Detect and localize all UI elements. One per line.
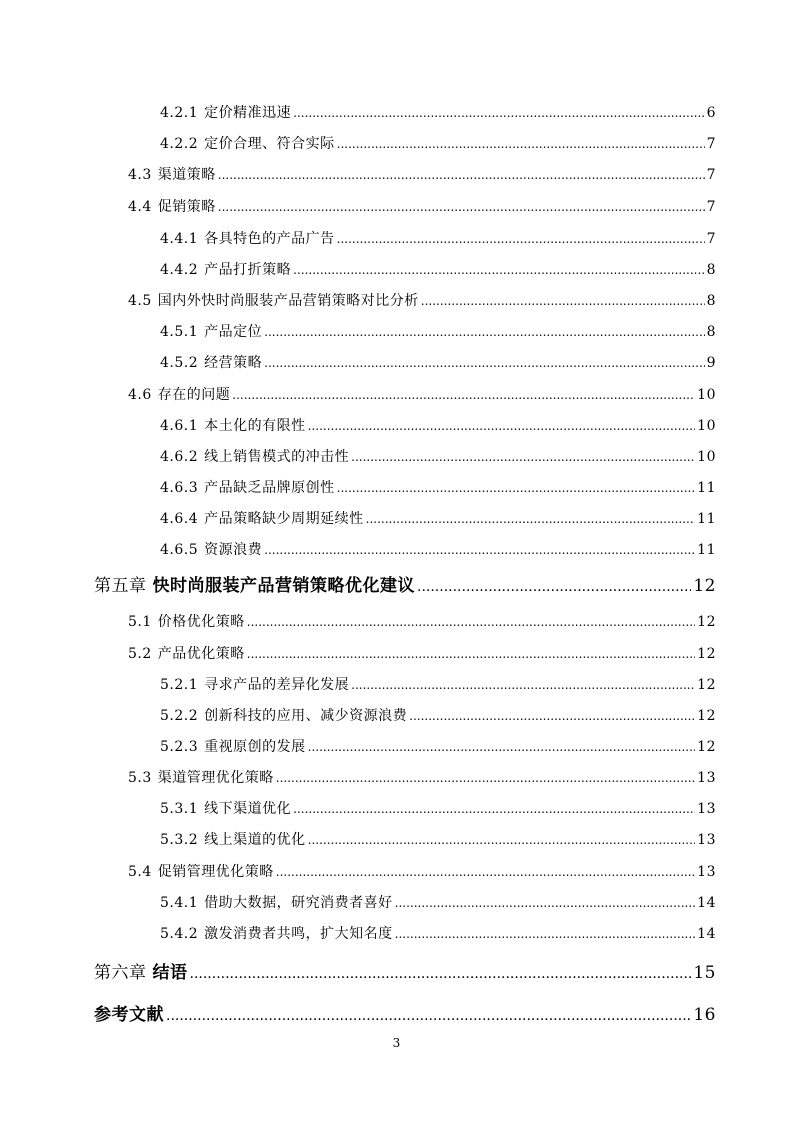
toc-page: 7: [706, 136, 716, 152]
toc-number: 4.6.1: [160, 418, 199, 434]
toc-page: 6: [706, 105, 716, 121]
page-number: 3: [392, 1036, 401, 1050]
toc-entry[interactable]: [160, 228, 716, 248]
toc-page: 11: [697, 511, 716, 527]
toc-page: 7: [706, 231, 716, 247]
toc-number: 5.2.1: [160, 677, 199, 693]
toc-title: 寻求产品的差异化发展: [204, 677, 350, 693]
toc-chapter-title: 结语: [152, 963, 188, 983]
toc-page: 16: [693, 1005, 716, 1025]
toc-number: 4.3: [128, 167, 152, 183]
toc-number: 4.6.2: [160, 449, 199, 465]
toc-leader-dots: [166, 1008, 691, 1024]
toc-leader-dots: [337, 481, 696, 495]
toc-entry[interactable]: [160, 736, 716, 756]
toc-entry[interactable]: [128, 290, 716, 310]
toc-number: 5.4: [128, 864, 152, 880]
toc-number: 4.5.1: [160, 324, 199, 340]
toc-leader-dots: [264, 356, 704, 370]
toc-title: 重视原创的发展: [204, 739, 306, 755]
toc-leader-dots: [264, 543, 695, 557]
toc-number: 4.2.1: [160, 105, 199, 121]
toc-leader-dots: [232, 388, 695, 402]
toc-leader-dots: [409, 709, 695, 723]
toc-entry[interactable]: [160, 508, 716, 528]
toc-leader-dots: [247, 615, 695, 629]
toc-entry[interactable]: [160, 705, 716, 725]
toc-entry[interactable]: [128, 196, 716, 216]
toc-leader-dots: [293, 802, 695, 816]
toc-number: 4.4.1: [160, 231, 199, 247]
toc-page: 12: [697, 739, 716, 755]
toc-page: 13: [697, 770, 716, 786]
toc-title: 渠道管理优化策略: [157, 770, 274, 786]
toc-leader-dots: [395, 896, 696, 910]
toc-page: 13: [697, 832, 716, 848]
toc-leader-dots: [293, 106, 704, 120]
toc-number: 4.6: [128, 387, 152, 403]
toc-number: 4.4: [128, 199, 152, 215]
toc-entry[interactable]: [160, 415, 716, 435]
toc-title: 线上渠道的优化: [204, 832, 306, 848]
toc-leader-dots: [308, 740, 696, 754]
toc-chapter-title: 参考文献: [94, 1005, 164, 1025]
toc-number: 4.5.2: [160, 355, 199, 371]
toc-leader-dots: [351, 450, 695, 464]
toc-chapter-entry[interactable]: [94, 958, 716, 983]
toc-number: 5.3: [128, 770, 152, 786]
toc-entry[interactable]: [128, 643, 716, 663]
toc-number: 5.3.2: [160, 832, 199, 848]
toc-leader-dots: [337, 232, 705, 246]
toc-entry[interactable]: [160, 923, 716, 943]
toc-page: 12: [697, 614, 716, 630]
toc-leader-dots: [366, 512, 696, 526]
toc-leader-dots: [218, 168, 705, 182]
toc-page: 11: [697, 480, 716, 496]
toc-page: 7: [706, 167, 716, 183]
toc-page: 8: [706, 293, 716, 309]
toc-references-entry[interactable]: [94, 1000, 716, 1025]
toc-leader-dots: [351, 678, 695, 692]
toc-title: 借助大数据，研究消费者喜好: [204, 895, 393, 911]
toc-title: 渠道策略: [157, 167, 216, 183]
toc-entry[interactable]: [128, 767, 716, 787]
toc-page: 8: [706, 324, 716, 340]
toc-page: 12: [697, 677, 716, 693]
toc-entry[interactable]: [160, 829, 716, 849]
toc-leader-dots: [293, 263, 704, 277]
toc-chapter-number: 第六章: [94, 963, 147, 983]
toc-entry[interactable]: [128, 164, 716, 184]
toc-chapter-number: 第五章: [94, 576, 147, 596]
toc-entry[interactable]: [128, 611, 716, 631]
toc-title: 产品优化策略: [157, 646, 245, 662]
toc-title: 定价合理、符合实际: [204, 136, 335, 152]
toc-page: 13: [697, 801, 716, 817]
toc-number: 5.1: [128, 614, 152, 630]
toc-chapter-title: 快时尚服装产品营销策略优化建议: [152, 576, 415, 596]
toc-leader-dots: [421, 294, 705, 308]
toc-title: 定价精准迅速: [204, 105, 292, 121]
toc-entry[interactable]: [160, 102, 716, 122]
toc-title: 产品缺乏品牌原创性: [204, 480, 335, 496]
toc-entry[interactable]: [160, 259, 716, 279]
toc-page: 7: [706, 199, 716, 215]
toc-title: 价格优化策略: [157, 614, 245, 630]
toc-number: 4.4.2: [160, 262, 199, 278]
toc-entry[interactable]: [160, 446, 716, 466]
toc-number: 4.6.3: [160, 480, 199, 496]
toc-entry[interactable]: [160, 133, 716, 153]
toc-title: 产品定位: [204, 324, 263, 340]
toc-title: 本土化的有限性: [204, 418, 306, 434]
toc-title: 激发消费者共鸣，扩大知名度: [204, 926, 393, 942]
toc-page: 10: [697, 387, 716, 403]
toc-entry[interactable]: [160, 892, 716, 912]
toc-number: 5.2.2: [160, 708, 199, 724]
toc-number: 4.6.5: [160, 542, 199, 558]
toc-page: 15: [693, 963, 716, 983]
toc-title: 线下渠道优化: [204, 801, 292, 817]
toc-leader-dots: [218, 200, 705, 214]
toc-page: 12: [693, 576, 716, 596]
toc-leader-dots: [276, 865, 695, 879]
toc-number: 4.5: [128, 293, 152, 309]
toc-leader-dots: [308, 419, 696, 433]
toc-page: 9: [706, 355, 716, 371]
toc-number: 5.2: [128, 646, 152, 662]
toc-leader-dots: [247, 647, 695, 661]
toc-leader-dots: [276, 771, 695, 785]
toc-page: 10: [697, 418, 716, 434]
toc-entry[interactable]: [128, 861, 716, 881]
toc-number: 5.4.1: [160, 895, 199, 911]
toc-page: 13: [697, 864, 716, 880]
toc-title: 促销策略: [157, 199, 216, 215]
toc-page: 14: [697, 926, 716, 942]
toc-leader-dots: [264, 325, 704, 339]
toc-entry[interactable]: [160, 674, 716, 694]
toc-page: 11: [697, 542, 716, 558]
toc-title: 国内外快时尚服装产品营销策略对比分析: [157, 293, 419, 309]
toc-leader-dots: [337, 137, 705, 151]
toc-number: 5.3.1: [160, 801, 199, 817]
toc-number: 5.2.3: [160, 739, 199, 755]
toc-number: 4.2.2: [160, 136, 199, 152]
toc-title: 存在的问题: [157, 387, 231, 403]
toc-title: 创新科技的应用、减少资源浪费: [204, 708, 408, 724]
toc-entry[interactable]: [160, 352, 716, 372]
toc-title: 促销管理优化策略: [157, 864, 274, 880]
toc-page: 14: [697, 895, 716, 911]
toc-number: 4.6.4: [160, 511, 199, 527]
toc-entry[interactable]: [160, 477, 716, 497]
toc-number: 5.4.2: [160, 926, 199, 942]
toc-page: 12: [697, 646, 716, 662]
toc-title: 资源浪费: [204, 542, 263, 558]
toc-title: 线上销售模式的冲击性: [204, 449, 350, 465]
toc-leader-dots: [308, 833, 696, 847]
toc-title: 产品打折策略: [204, 262, 292, 278]
toc-title: 产品策略缺少周期延续性: [204, 511, 364, 527]
toc-entry[interactable]: [160, 798, 716, 818]
toc-page: 12: [697, 708, 716, 724]
toc-entry[interactable]: [160, 539, 716, 559]
toc-leader-dots: [190, 966, 692, 982]
toc-entry[interactable]: [160, 321, 716, 341]
toc-entry[interactable]: [128, 384, 716, 404]
toc-title: 经营策略: [204, 355, 263, 371]
toc-page: 8: [706, 262, 716, 278]
toc-leader-dots: [395, 927, 696, 941]
toc-chapter-entry[interactable]: [94, 571, 716, 596]
toc-leader-dots: [417, 579, 691, 595]
toc-page: 10: [697, 449, 716, 465]
toc-title: 各具特色的产品广告: [204, 231, 335, 247]
